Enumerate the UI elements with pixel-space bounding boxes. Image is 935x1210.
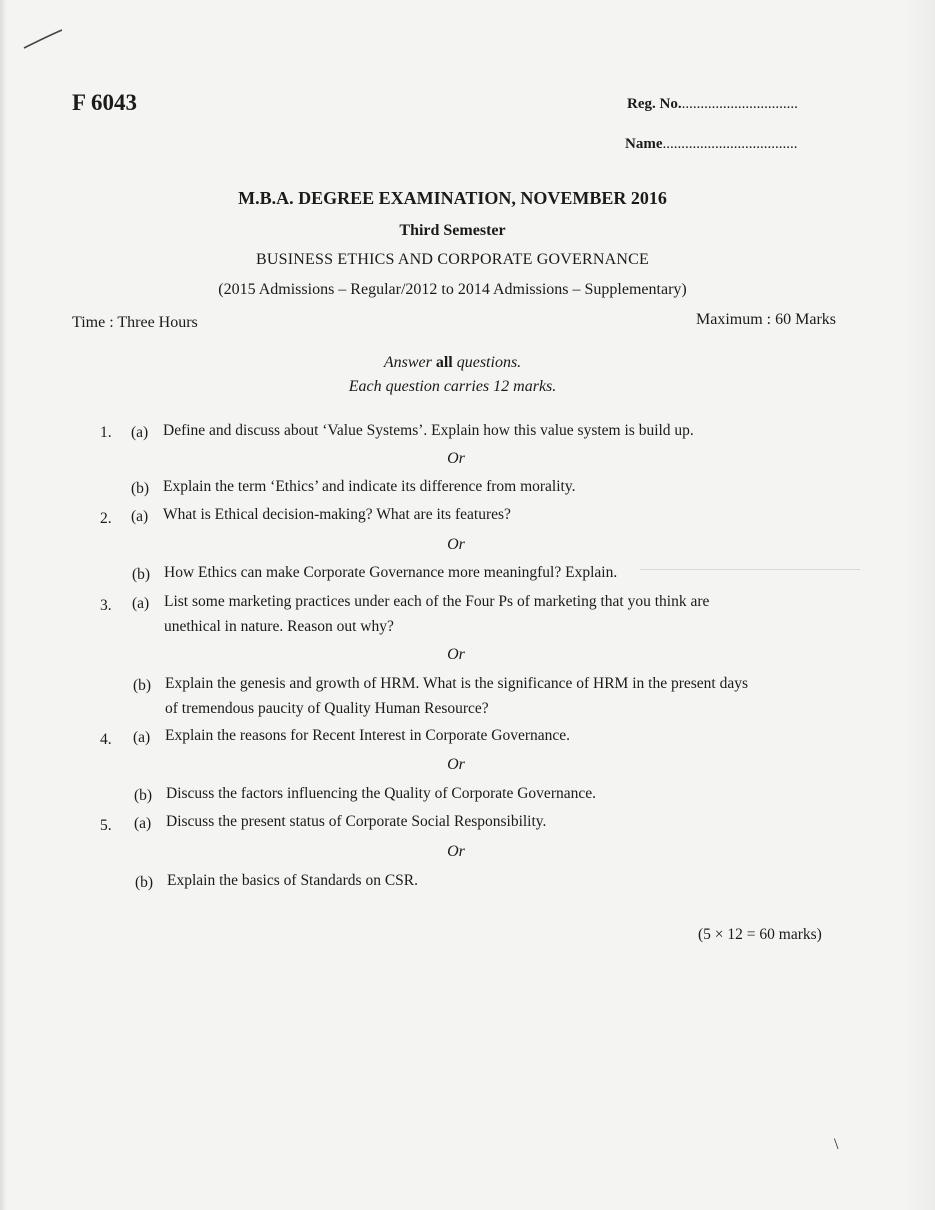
or-separator: Or xyxy=(447,646,465,663)
instruction-answer-all xyxy=(0,354,905,372)
question-part-label: (b) xyxy=(134,787,153,804)
question-text-line: unethical in nature. Reason out why? xyxy=(164,618,394,635)
reg-no-dots: ............................... xyxy=(681,96,798,112)
question-text: Define and discuss about ‘Value Systems’. Explain how this value system is build up. xyxy=(163,422,694,439)
question-part-label: (a) xyxy=(134,815,152,832)
question-text: What is Ethical decision-making? What are its features? xyxy=(163,506,511,523)
name-label: Name xyxy=(625,136,663,152)
question-text: Explain the term ‘Ethics’ and indicate its difference from morality. xyxy=(163,478,576,495)
question-text: How Ethics can make Corporate Governance more meaningful? Explain. xyxy=(164,564,618,581)
or-separator: Or xyxy=(447,536,465,553)
or-separator: Or xyxy=(447,450,465,467)
instruction-questions-word: questions. xyxy=(456,354,522,371)
maximum-marks: Maximum : 60 Marks xyxy=(696,311,836,328)
question-part-label: (a) xyxy=(132,595,150,612)
question-text-line: List some marketing practices under each of the Four Ps of marketing that you think are xyxy=(164,593,710,610)
question-part-label: (b) xyxy=(132,566,151,583)
question-part-label: (b) xyxy=(133,677,152,694)
question-text: Discuss the present status of Corporate Social Responsibility. xyxy=(166,813,547,830)
reg-no-field xyxy=(627,96,798,113)
or-separator: Or xyxy=(447,756,465,773)
question-text-line: Explain the genesis and growth of HRM. What is the significance of HRM in the present days xyxy=(165,675,748,692)
instruction-all-word: all xyxy=(435,354,453,371)
question-text: Explain the reasons for Recent Interest in Corporate Governance. xyxy=(165,727,570,744)
question-text: Discuss the factors influencing the Quality of Corporate Governance. xyxy=(166,785,596,802)
subject-heading: BUSINESS ETHICS AND CORPORATE GOVERNANCE xyxy=(256,251,649,268)
question-number: 5. xyxy=(100,817,112,834)
semester-heading: Third Semester xyxy=(399,222,506,239)
corner-pen-mark: \ xyxy=(834,1136,839,1153)
scan-shadow-left xyxy=(0,0,7,1210)
pen-stroke-mark xyxy=(22,28,67,52)
question-part-label: (a) xyxy=(131,424,149,441)
or-separator: Or xyxy=(447,843,465,860)
name-dots: .................................... xyxy=(662,136,798,152)
question-part-label: (a) xyxy=(131,508,149,525)
instruction-marks-each: Each question carries 12 marks. xyxy=(348,378,557,395)
total-marks-note: (5 × 12 = 60 marks) xyxy=(698,926,822,943)
question-number: 2. xyxy=(100,510,112,527)
exam-title: M.B.A. DEGREE EXAMINATION, NOVEMBER 2016 xyxy=(238,188,667,208)
scan-shadow-right xyxy=(905,0,935,1210)
question-number: 4. xyxy=(100,731,112,748)
instruction-answer-word: Answer xyxy=(383,354,432,371)
scan-artifact-line xyxy=(640,569,860,570)
paper-code: F 6043 xyxy=(72,90,137,115)
admissions-note: (2015 Admissions – Regular/2012 to 2014 Admissions – Supplementary) xyxy=(218,281,687,298)
question-part-label: (b) xyxy=(131,480,150,497)
question-part-label: (b) xyxy=(135,874,154,891)
question-part-label: (a) xyxy=(133,729,151,746)
question-number: 3. xyxy=(100,597,112,614)
question-number: 1. xyxy=(100,424,112,441)
reg-no-label: Reg. No. xyxy=(627,96,682,112)
name-field xyxy=(625,136,798,153)
question-text-line: of tremendous paucity of Quality Human Resource? xyxy=(165,700,489,717)
time-allowed: Time : Three Hours xyxy=(72,314,198,331)
question-text: Explain the basics of Standards on CSR. xyxy=(167,872,418,889)
